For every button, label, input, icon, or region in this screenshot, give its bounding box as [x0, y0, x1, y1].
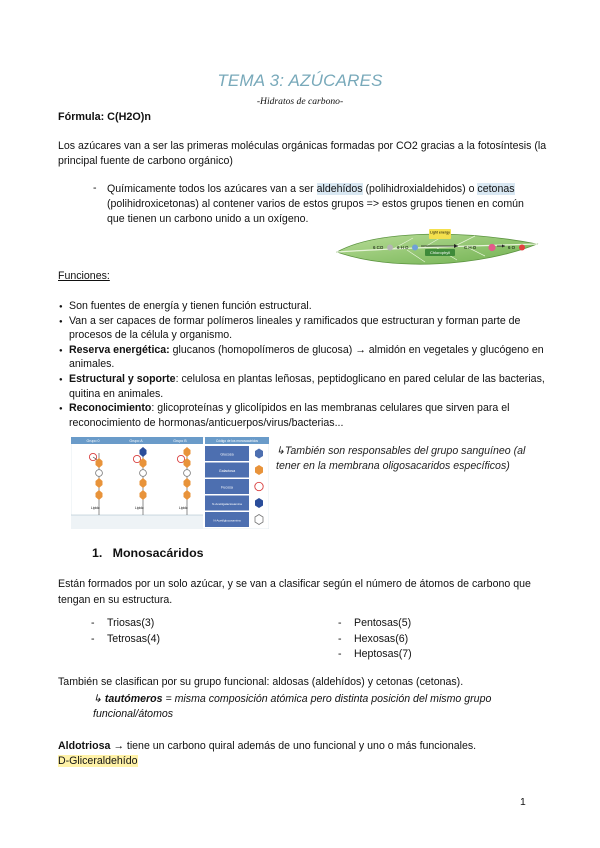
list-item: ● Estructural y soporte: celulosa en plantas leñosas, peptidoglicano en pared celular de las bacterias, quitina en animales. [58, 372, 548, 401]
aldotriosa-text: Aldotriosa → tiene un carbono quiral además de uno funcional y uno o más funcionales. D-Gliceraldehído [58, 740, 477, 767]
page-number: 1 [520, 797, 526, 808]
carbon-classes-column-2 [338, 616, 412, 663]
svg-text:Grupo A: Grupo A [129, 439, 143, 443]
blood-group-figure [71, 437, 269, 529]
monosacaridos-description: Están formados por un solo azúcar, y se van a clasificar según el número de átomos de carbono que tengan en su estructura. [58, 578, 531, 606]
svg-text:6 O: 6 O [508, 245, 516, 250]
tautomeros-note: ↳ tautómeros = misma composición atómica pero distinta posición del mismo grupo funcional/átomos [93, 693, 492, 720]
svg-text:C H O: C H O [464, 245, 477, 250]
list-item: - Pentosas(5) [338, 616, 412, 632]
list-item: ● Van a ser capaces de formar polímeros lineales y ramificados que estructuran y forman parte de procesos de la célula y organismo. [58, 314, 548, 343]
funciones-list [58, 299, 548, 430]
list-item: ● Son fuentes de energía y tienen función estructural. [58, 299, 548, 314]
page-subtitle: -Hidratos de carbono- [256, 96, 344, 107]
intro-paragraph: Los azúcares van a ser las primeras moléculas orgánicas formadas por CO2 gracias a la fotosíntesis (la principal fuente de carbono orgánico) [58, 140, 547, 167]
list-item: - Triosas(3) [91, 616, 160, 632]
svg-text:Galactosa: Galactosa [218, 469, 236, 473]
svg-text:Glucosa: Glucosa [220, 452, 234, 457]
svg-text:N-Acetilglucosamina: N-Acetilglucosamina [213, 518, 241, 523]
chemistry-note: Químicamente todos los azúcares van a ser aldehídos (polihidroxialdehidos) o cetonas (polihidroxicetonas) al contener varios de estos grupos => estos grupos tienen en común que tienen un carbono unido a un oxígeno. [107, 183, 524, 225]
list-item: ● Reconocimiento: glicoproteínas y glicolípidos en las membranas celulares que sirven para el reconocimiento de hormonas/anticuerpos/virus/bacterias... [58, 401, 548, 430]
svg-text:Lípido: Lípido [179, 506, 188, 510]
svg-text:Light energy: Light energy [430, 230, 450, 235]
list-item: - Heptosas(7) [338, 647, 412, 663]
functional-group-text: También se clasifican por su grupo funcional: aldosas (aldehídos) y cetonas (cetonas). [58, 676, 464, 688]
carbon-classes-column-1 [91, 616, 160, 647]
funciones-heading: Funciones: [58, 270, 110, 282]
svg-text:Lípido: Lípido [91, 506, 100, 510]
svg-text:Chlorophyll: Chlorophyll [429, 250, 451, 255]
highlight-aldehidos: aldehídos [316, 183, 363, 195]
highlight-cetonas: cetonas [477, 183, 515, 195]
svg-text:N-Acetilgalactosamina: N-Acetilgalactosamina [212, 502, 242, 506]
svg-text:Lípido: Lípido [135, 506, 144, 510]
list-item: - Tetrosas(4) [91, 632, 160, 648]
highlight-gliceraldehido: D-Gliceraldehído [58, 755, 138, 767]
svg-text:Grupo 0: Grupo 0 [86, 439, 100, 443]
page-title: TEMA 3: AZÚCARES [217, 71, 383, 90]
svg-text:Grupo B: Grupo B [173, 439, 187, 443]
list-item: ● Reserva energética: glucanos (homopolímeros de glucosa) → almidón en vegetales y glucógeno en animales. [58, 343, 548, 372]
list-item: - Hexosas(6) [338, 632, 412, 648]
section-heading-monosacaridos: 1. Monosacáridos [92, 546, 204, 560]
svg-text:Código de los monosacáridos: Código de los monosacáridos [216, 439, 258, 443]
formula-line: Fórmula: C(H2O)n [58, 111, 151, 123]
photosynthesis-leaf-figure [333, 226, 541, 270]
svg-text:Fucosa: Fucosa [221, 485, 233, 490]
dash-marker: - [93, 182, 97, 194]
blood-group-note: ↳También son responsables del grupo sanguíneo (al tener en la membrana oligosacaridos específicos) [276, 445, 526, 472]
svg-text:6 CO: 6 CO [373, 245, 384, 250]
svg-text:6 H O: 6 H O [397, 245, 409, 250]
